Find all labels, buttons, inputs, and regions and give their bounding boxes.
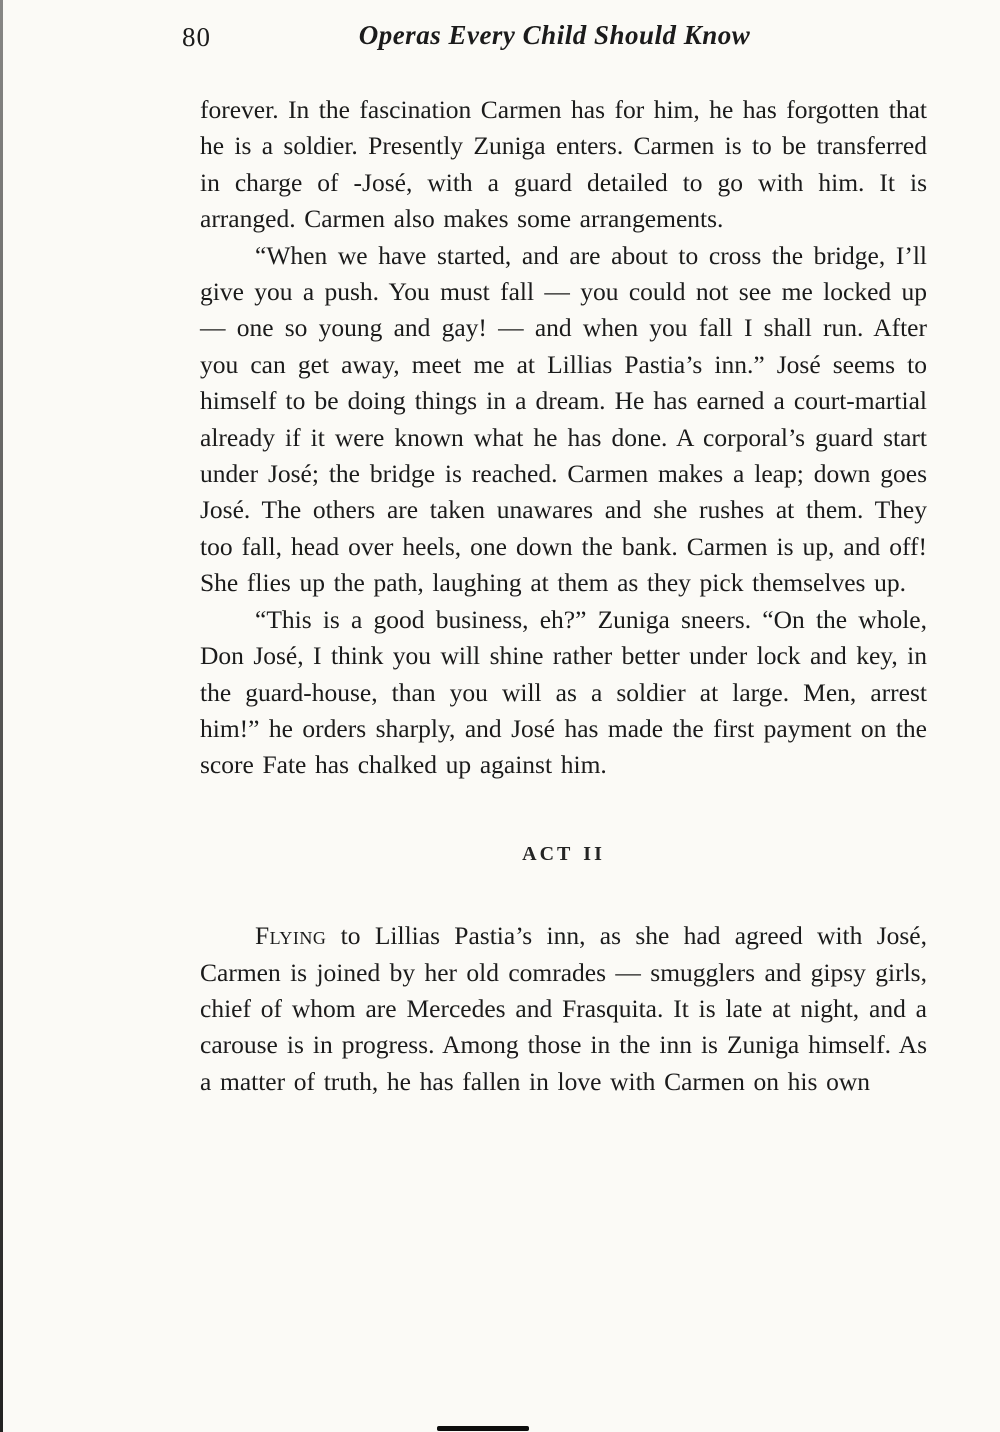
paragraph: “When we have started, and are about to cross the bridge, I’ll give you a push. You must fall — you could not see me locked up — one so young and gay! — and when you fall I shall run. After you can get away, meet me at Lillias Pastia’s inn.” José seems to himself to be doing things in a dream. He has earned a court-martial already if it were known what he has done. A corporal’s guard start under José; the bridge is reached. Carmen makes a leap; down goes José. The others are taken unawares and she rushes at them. They too fall, head over heels, one down the bank. Carmen is up, and off! She flies up the path, laughing at them as they pick themselves up. <box>200 240 927 598</box>
page-header <box>182 18 927 62</box>
scan-edge-artifact <box>0 0 3 1432</box>
page-content <box>182 18 927 1100</box>
page-number: 80 <box>182 22 211 52</box>
running-title: Operas Every Child Should Know <box>358 20 751 50</box>
paragraph: “This is a good business, eh?” Zuniga sneers. “On the whole, Don José, I think you will shine rather better under lock and key, in the guard-house, than you will as a soldier at large. Men, arrest him!” he orders sharply, and José has made the first payment on the score Fate has chalked up against him. <box>200 604 927 780</box>
paragraph: forever. In the fascination Carmen has for him, he has forgotten that he is a soldier. Presently Zuniga enters. Carmen is to be transferred in charge of -José, with a guard detailed to go with him. It is arranged. Carmen also makes some arrangements. <box>200 95 927 234</box>
scan-bottom-artifact <box>437 1426 529 1431</box>
paragraph <box>200 918 927 1100</box>
lead-word: Flying <box>255 921 327 951</box>
paragraph-text: to Lillias Pastia’s inn, as she had agreed with José, Carmen is joined by her old comrades — smugglers and gipsy girls, chief of whom are Mercedes and Frasquita. It is late at night, and a carouse is in progress. Among those in the inn is Zuniga himself. As a matter of truth, he has fallen in love with Carmen on his own <box>200 921 927 1096</box>
body-text <box>200 92 927 1100</box>
section-heading-act-ii: ACT II <box>522 842 605 865</box>
